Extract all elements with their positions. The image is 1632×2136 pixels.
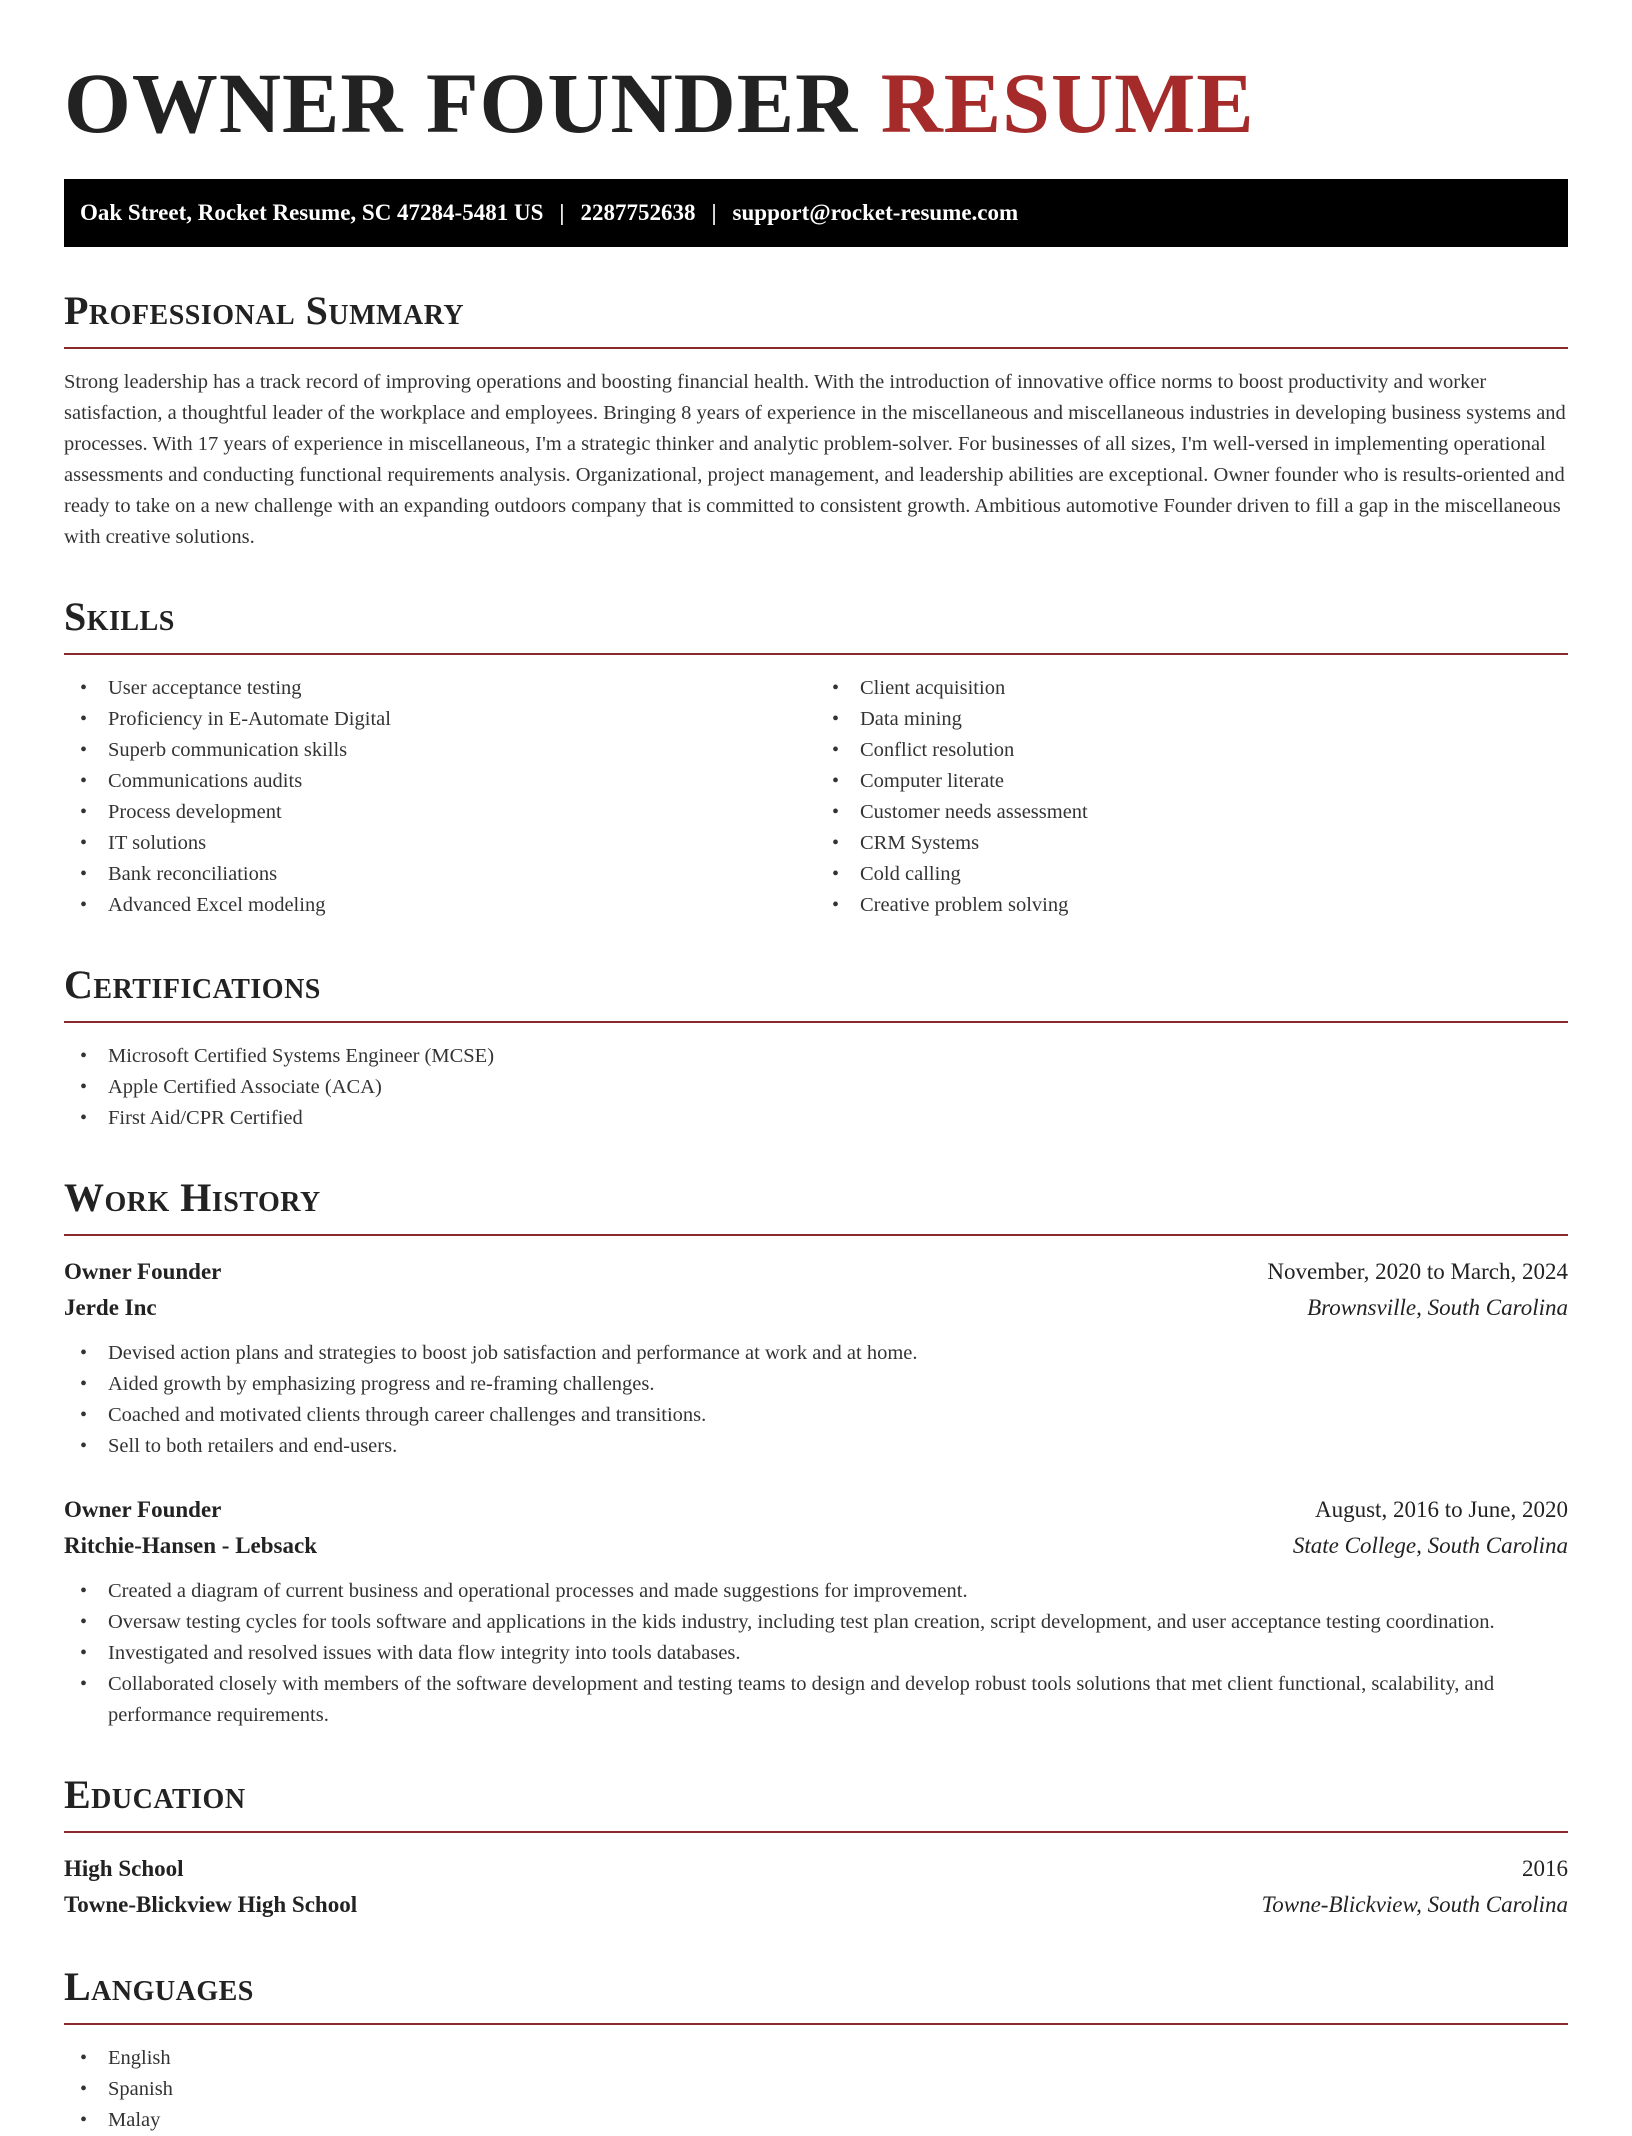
work-history-section [64,1174,1568,1731]
contact-separator: | [711,199,717,225]
certifications-section [64,961,1568,1134]
skill-item: • Conflict resolution [816,735,1568,766]
section-heading-languages: Languages [64,1963,1568,2025]
section-heading-skills: Skills [64,593,1568,655]
summary-text: Strong leadership has a track record of improving operations and boosting financial health. With the introduction of innovative office norms to boost productivity and worker satisfaction, a thoughtful leader of the workplace and employees. Bringing 8 years of experience in the miscellaneous and miscellaneous industries in developing business systems and processes. With 17 years of experience in miscellaneous, I'm a strategic thinker and analytic problem-solver. For businesses of all sizes, I'm well-versed in implementing operational assessments and conducting functional requirements analysis. Organizational, project management, and leadership abilities are exceptional. Owner founder who is results-oriented and ready to take on a new challenge with an expanding outdoors company that is committed to consistent growth. Ambitious automotive Founder driven to fill a gap in the miscellaneous with creative solutions. [64,370,1566,548]
skill-item: • Process development [64,797,816,828]
skill-item: • Creative problem solving [816,890,1568,921]
skill-item: • Bank reconciliations [64,859,816,890]
skill-item: • IT solutions [64,828,816,859]
contact-email[interactable]: support@rocket-resume.com [732,199,1019,225]
languages-list [64,2043,1568,2136]
certification-item: • First Aid/CPR Certified [64,1103,1568,1134]
section-heading-certifications: Certifications [64,961,1568,1023]
language-item: • English [64,2043,1568,2074]
job-location: State College, South Carolina [1292,1532,1568,1558]
title-main: OWNER FOUNDER [64,55,859,151]
summary-section [64,287,1568,553]
job-duties [64,1338,1568,1462]
skill-item: • Cold calling [816,859,1568,890]
education-year: 2016 [1522,1855,1568,1881]
section-heading-work-history: Work History [64,1174,1568,1236]
skill-item: • Client acquisition [816,673,1568,704]
skills-section [64,593,1568,921]
languages-section [64,1963,1568,2136]
job-title: Owner Founder [64,1496,222,1522]
certification-item: • Apple Certified Associate (ACA) [64,1072,1568,1103]
job-dates: November, 2020 to March, 2024 [1267,1258,1568,1284]
certifications-list [64,1041,1568,1134]
skill-item: • Data mining [816,704,1568,735]
skill-item: • Customer needs assessment [816,797,1568,828]
job-duties [64,1576,1568,1731]
job-company: Ritchie-Hansen - Lebsack [64,1532,317,1558]
education-location: Towne-Blickview, South Carolina [1261,1891,1568,1917]
skill-item: • Proficiency in E-Automate Digital [64,704,816,735]
job-duty: • Investigated and resolved issues with data flow integrity into tools databases. [64,1638,1568,1669]
job-company: Jerde Inc [64,1294,157,1320]
job-duty: • Coached and motivated clients through career challenges and transitions. [64,1400,1568,1431]
job-duty: • Sell to both retailers and end-users. [64,1431,1568,1462]
job-duty: • Oversaw testing cycles for tools software and applications in the kids industry, including test plan creation, script development, and user acceptance testing coordination. [64,1607,1568,1638]
section-heading-summary: Professional Summary [64,287,1568,349]
skill-item: • Advanced Excel modeling [64,890,816,921]
contact-bar [64,179,1568,247]
skill-item: • Superb communication skills [64,735,816,766]
job-entry [64,1492,1568,1731]
job-duty: • Aided growth by emphasizing progress and re-framing challenges. [64,1369,1568,1400]
contact-separator: | [559,199,565,225]
contact-phone[interactable]: 2287752638 [580,199,696,225]
job-duty: • Collaborated closely with members of the software development and testing teams to design and develop robust tools solutions that met client functional, scalability, and performance requirements. [64,1669,1568,1731]
education-section [64,1771,1568,1923]
language-item: • Malay [64,2105,1568,2136]
job-duty: • Created a diagram of current business and operational processes and made suggestions for improvement. [64,1576,1568,1607]
skills-list-right [816,673,1568,921]
job-title: Owner Founder [64,1258,222,1284]
education-degree: High School [64,1855,184,1881]
contact-address: Oak Street, Rocket Resume, SC 47284-5481 US [80,199,544,225]
certification-item: • Microsoft Certified Systems Engineer (MCSE) [64,1041,1568,1072]
language-item: • Spanish [64,2074,1568,2105]
job-duty: • Devised action plans and strategies to boost job satisfaction and performance at work and at home. [64,1338,1568,1369]
skill-item: • User acceptance testing [64,673,816,704]
education-school: Towne-Blickview High School [64,1891,358,1917]
section-heading-education: Education [64,1771,1568,1833]
title-accent: RESUME [880,55,1255,151]
skills-list-left [64,673,816,921]
resume-title [64,0,1568,151]
job-entry [64,1254,1568,1462]
job-location: Brownsville, South Carolina [1307,1294,1568,1320]
skill-item: • CRM Systems [816,828,1568,859]
job-dates: August, 2016 to June, 2020 [1315,1496,1568,1522]
education-entry [64,1851,1568,1923]
skill-item: • Computer literate [816,766,1568,797]
skill-item: • Communications audits [64,766,816,797]
